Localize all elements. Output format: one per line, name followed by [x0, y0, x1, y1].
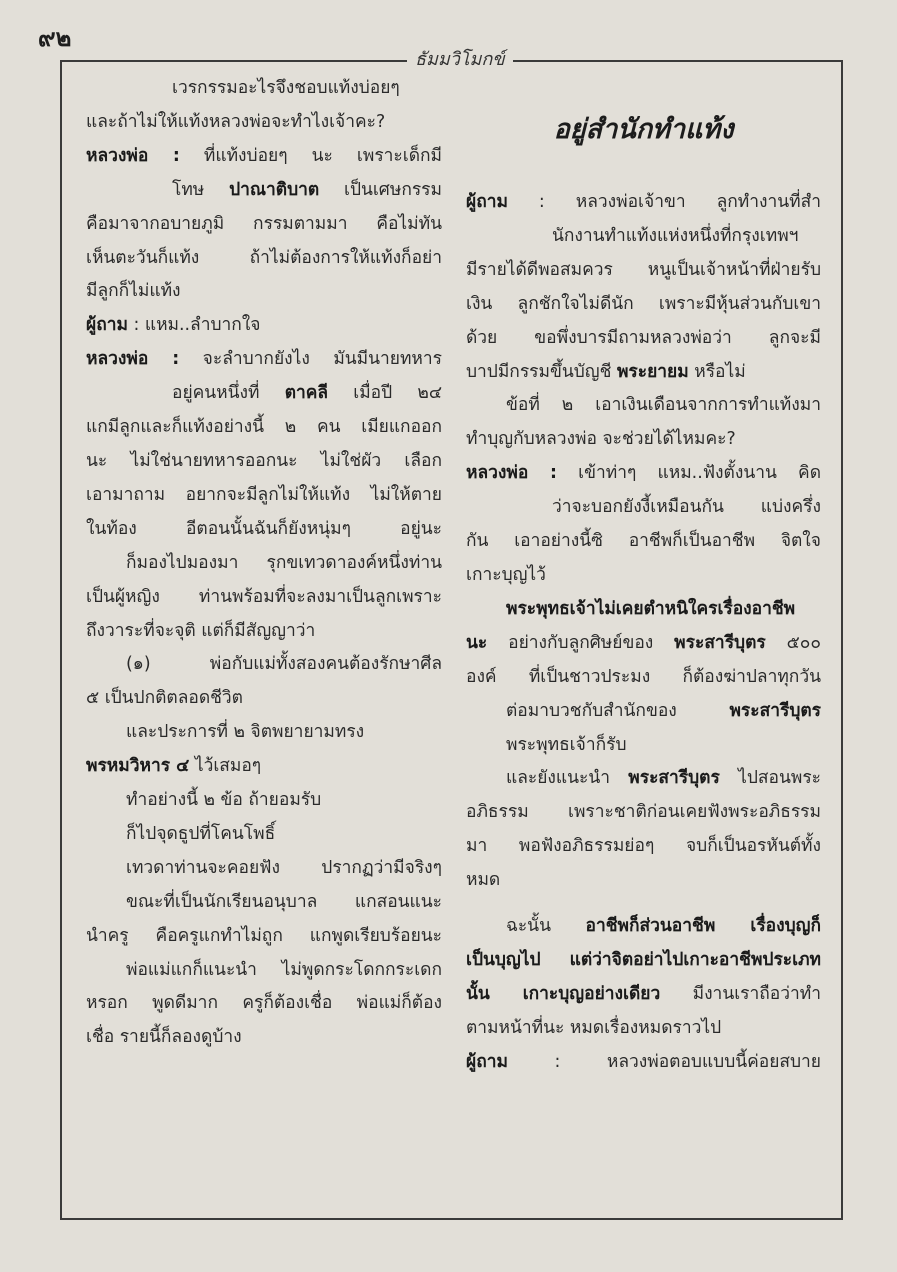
text-segment: ถึงวาระที่จะจุติ แต่ก็มีสัญญาว่า	[86, 620, 316, 641]
text-line	[86, 784, 442, 818]
text-line	[466, 796, 821, 830]
text-segment: ในท้อง อีตอนนั้นฉันก็ยังหนุ่มๆ อยู่นะ	[86, 518, 442, 539]
text-segment: และถ้าไม่ให้แท้งหลวงพ่อจะทำไงเจ้าคะ?	[86, 111, 386, 132]
text-segment: ด้วย ขอพึ่งบารมีถามหลวงพ่อว่า ลูกจะมี	[466, 327, 821, 348]
bold-text: พระสารีบุตร	[628, 768, 720, 789]
text-segment: ก็ไปจุดธูปที่โคนโพธิ์	[126, 823, 276, 844]
text-segment: เวรกรรมอะไรจึงชอบแท้งบ่อยๆ	[172, 78, 400, 98]
text-line	[86, 479, 442, 513]
text-line	[86, 72, 442, 106]
text-segment: ๕๐๐	[765, 632, 821, 653]
bold-text: ผู้ถาม	[466, 1051, 508, 1072]
text-segment: พ่อแม่แกก็แนะนำ ไม่พูดกระโดกกระเดก	[126, 959, 442, 980]
text-line	[86, 648, 442, 682]
text-line	[466, 254, 821, 288]
bold-text: หลวงพ่อ :	[86, 349, 180, 370]
text-line	[466, 593, 821, 627]
text-line	[466, 423, 821, 457]
text-line	[86, 547, 442, 581]
text-segment: มา พอฟังอภิธรรมย่อๆ จบก็เป็นอรหันต์ทั้ง	[466, 836, 821, 857]
text-segment: : แหม..ลำบากใจ	[127, 315, 261, 336]
text-line	[86, 818, 442, 852]
text-line	[466, 186, 821, 220]
text-line	[86, 615, 442, 649]
text-segment: หรือไม่	[688, 361, 746, 382]
text-line	[86, 411, 442, 445]
text-line	[466, 491, 821, 525]
left-column	[86, 72, 442, 1055]
text-segment: ฉะนั้น	[506, 916, 586, 937]
bold-text: พระพุทธเจ้าไม่เคยตำหนิใครเรื่องอาชีพ	[506, 598, 796, 619]
text-line	[86, 275, 442, 309]
text-line	[86, 682, 442, 716]
page-number: ๙๒	[38, 24, 72, 52]
text-segment: มีลูกก็ไม่แท้ง	[86, 281, 181, 302]
text-segment: มีรายได้ดีพอสมควร หนูเป็นเจ้าหน้าที่ฝ่ายรับ	[466, 259, 821, 280]
text-line	[86, 106, 442, 140]
text-segment: ทำอย่างนี้ ๒ ข้อ ถ้ายอมรับ	[126, 790, 322, 811]
text-segment: ว่าจะบอกยังงี้เหมือนกัน แบ่งครึ่ง	[552, 497, 821, 518]
text-segment: ก็มองไปมองมา รุกขเทวดาองค์หนึ่งท่าน	[126, 552, 442, 573]
bold-text: อาชีพก็ส่วนอาชีพ เรื่องบุญก็	[585, 916, 821, 937]
bold-text: นะ	[466, 632, 488, 653]
text-segment: เข้าท่าๆ แหม..ฟังตั้งนาน คิด	[556, 463, 821, 484]
text-line	[86, 174, 442, 208]
text-line	[466, 1046, 821, 1080]
text-segment: เชื่อ รายนี้ก็ลองดูบ้าง	[86, 1027, 242, 1048]
text-line	[86, 750, 442, 784]
text-line	[466, 559, 821, 593]
text-segment: เทวดาท่านจะคอยฟัง ปรากฏว่ามีจริงๆ	[126, 857, 442, 878]
text-line	[86, 242, 442, 276]
running-header: ธัมมวิโมกข์	[407, 44, 513, 73]
text-segment: มีงานเราถือว่าทำ	[660, 983, 821, 1004]
text-line	[86, 886, 442, 920]
text-line	[466, 288, 821, 322]
text-segment: อย่างกับลูกศิษย์ของ	[487, 632, 675, 653]
text-line	[466, 322, 821, 356]
article-title: อยู่สำนักทำแท้ง	[553, 114, 734, 145]
bold-text: หลวงพ่อ :	[466, 463, 557, 484]
text-segment: เงิน ลูกชักใจไม่ดีนัก เพราะมีหุ้นส่วนกับเขา	[466, 293, 821, 314]
text-segment: โทษ	[172, 179, 230, 200]
bold-text: พระสารีบุตร	[674, 632, 766, 653]
text-line	[86, 343, 442, 377]
text-segment: และประการที่ ๒ จิตพยายามทรง	[126, 722, 365, 743]
text-line	[86, 852, 442, 886]
text-segment: ๕ เป็นปกติตลอดชีวิต	[86, 688, 243, 709]
bold-text: เป็นบุญไป แต่ว่าจิตอย่าไปเกาะอาชีพประเภท	[466, 949, 821, 970]
text-line	[466, 220, 821, 254]
text-line	[466, 729, 821, 763]
text-segment: เอามาถาม อยากจะมีลูกไม่ให้แท้ง ไม่ให้ตาย	[86, 484, 442, 505]
text-line	[466, 978, 821, 1012]
text-line	[466, 898, 821, 910]
text-segment: จะลำบากยังไง มันมีนายทหาร	[179, 349, 442, 370]
text-line	[466, 661, 821, 695]
text-segment: แกมีลูกและก็แท้งอย่างนี้ ๒ คน เมียแกออก	[86, 417, 442, 438]
bold-text: หลวงพ่อ :	[86, 145, 180, 166]
text-segment: หมด	[466, 870, 501, 891]
text-line	[466, 1012, 821, 1046]
text-line	[466, 944, 821, 978]
text-line	[86, 513, 442, 547]
text-line	[86, 581, 442, 615]
bold-text: พระยายม	[616, 361, 689, 382]
text-line	[86, 920, 442, 954]
text-segment: เป็นเศษกรรม	[319, 179, 442, 200]
text-segment: นะ ไม่ใช่นายทหารออกนะ ไม่ใช่ผัว เลือก	[86, 450, 442, 471]
text-segment: เห็นตะวันก็แท้ง ถ้าไม่ต้องการให้แท้งก็อย่า	[86, 247, 442, 268]
text-segment: นักงานทำแท้งแห่งหนึ่งที่กรุงเทพฯ	[552, 225, 799, 246]
text-segment: เป็นผู้หญิง ท่านพร้อมที่จะลงมาเป็นลูกเพราะ	[86, 586, 442, 607]
bold-text: นั้น เกาะบุญอย่างเดียว	[466, 983, 661, 1004]
text-line	[466, 695, 821, 729]
text-line	[466, 389, 821, 423]
bold-text: ปาณาติบาต	[229, 179, 320, 200]
text-segment: ขณะที่เป็นนักเรียนอนุบาล แกสอนแนะ	[126, 891, 442, 912]
bold-text: พรหมวิหาร ๔	[86, 756, 190, 777]
right-column-body	[466, 186, 821, 1080]
text-segment: และยังแนะนำ	[506, 768, 629, 789]
text-segment: บาปมีกรรมขึ้นบัญชี	[466, 361, 617, 382]
text-segment: (๑) พ่อกับแม่ทั้งสองคนต้องรักษาศีล	[126, 654, 442, 675]
text-line	[466, 525, 821, 559]
text-segment: ต่อมาบวชกับสำนักของ	[506, 700, 730, 721]
bold-text: ตาคลี	[284, 383, 329, 404]
text-segment: นำครู คือครูแกทำไม่ถูก แกพูดเรียบร้อยนะ	[86, 925, 442, 946]
text-segment: เมื่อปี ๒๔	[328, 383, 442, 404]
text-segment: ข้อที่ ๒ เอาเงินเดือนจากการทำแท้งมา	[506, 395, 821, 416]
text-line	[466, 830, 821, 864]
text-segment: หรอก พูดดีมาก ครูก็ต้องเชื่อ พ่อแม่ก็ต้อง	[86, 993, 442, 1014]
text-segment: ตามหน้าที่นะ หมดเรื่องหมดราวไป	[466, 1017, 722, 1038]
text-line	[466, 864, 821, 898]
bold-text: พระสารีบุตร	[729, 700, 821, 721]
text-line	[86, 716, 442, 750]
text-segment: อยู่คนหนึ่งที่	[172, 383, 285, 404]
text-segment: องค์ ที่เป็นชาวประมง ก็ต้องฆ่าปลาทุกวัน	[466, 666, 821, 687]
text-line	[86, 377, 442, 411]
text-segment: เกาะบุญไว้	[466, 564, 546, 585]
text-segment: ทำบุญกับหลวงพ่อ จะช่วยได้ไหมคะ?	[466, 429, 736, 450]
right-column	[466, 72, 821, 1080]
text-line	[466, 627, 821, 661]
text-segment: อภิธรรม เพราะชาติก่อนเคยฟังพระอภิธรรม	[466, 802, 821, 823]
text-line	[466, 356, 821, 390]
text-line	[86, 208, 442, 242]
text-segment: ที่แท้งบ่อยๆ นะ เพราะเด็กมี	[179, 145, 442, 166]
text-line	[466, 910, 821, 944]
text-segment: พระพุทธเจ้าก็รับ	[506, 734, 627, 755]
text-line	[466, 457, 821, 491]
text-line	[86, 954, 442, 988]
bold-text: ผู้ถาม	[466, 192, 508, 212]
text-line	[86, 140, 442, 174]
text-segment: กัน เอาอย่างนี้ซิ อาชีพก็เป็นอาชีพ จิตใจ	[466, 531, 821, 552]
text-line	[86, 987, 442, 1021]
bold-text: ผู้ถาม	[86, 315, 128, 336]
text-segment: : หลวงพ่อเจ้าขา ลูกทำงานที่สำ	[507, 192, 821, 212]
text-segment: ไปสอนพระ	[719, 768, 821, 789]
text-line	[86, 309, 442, 343]
text-line	[86, 445, 442, 479]
text-segment: : หลวงพ่อตอบแบบนี้ค่อยสบาย	[507, 1051, 821, 1072]
text-line	[466, 762, 821, 796]
text-line	[86, 1021, 442, 1055]
text-segment: ไว้เสมอๆ	[189, 756, 262, 777]
text-segment: คือมาจากอบายภูมิ กรรมตามมา คือไม่ทัน	[86, 213, 442, 234]
